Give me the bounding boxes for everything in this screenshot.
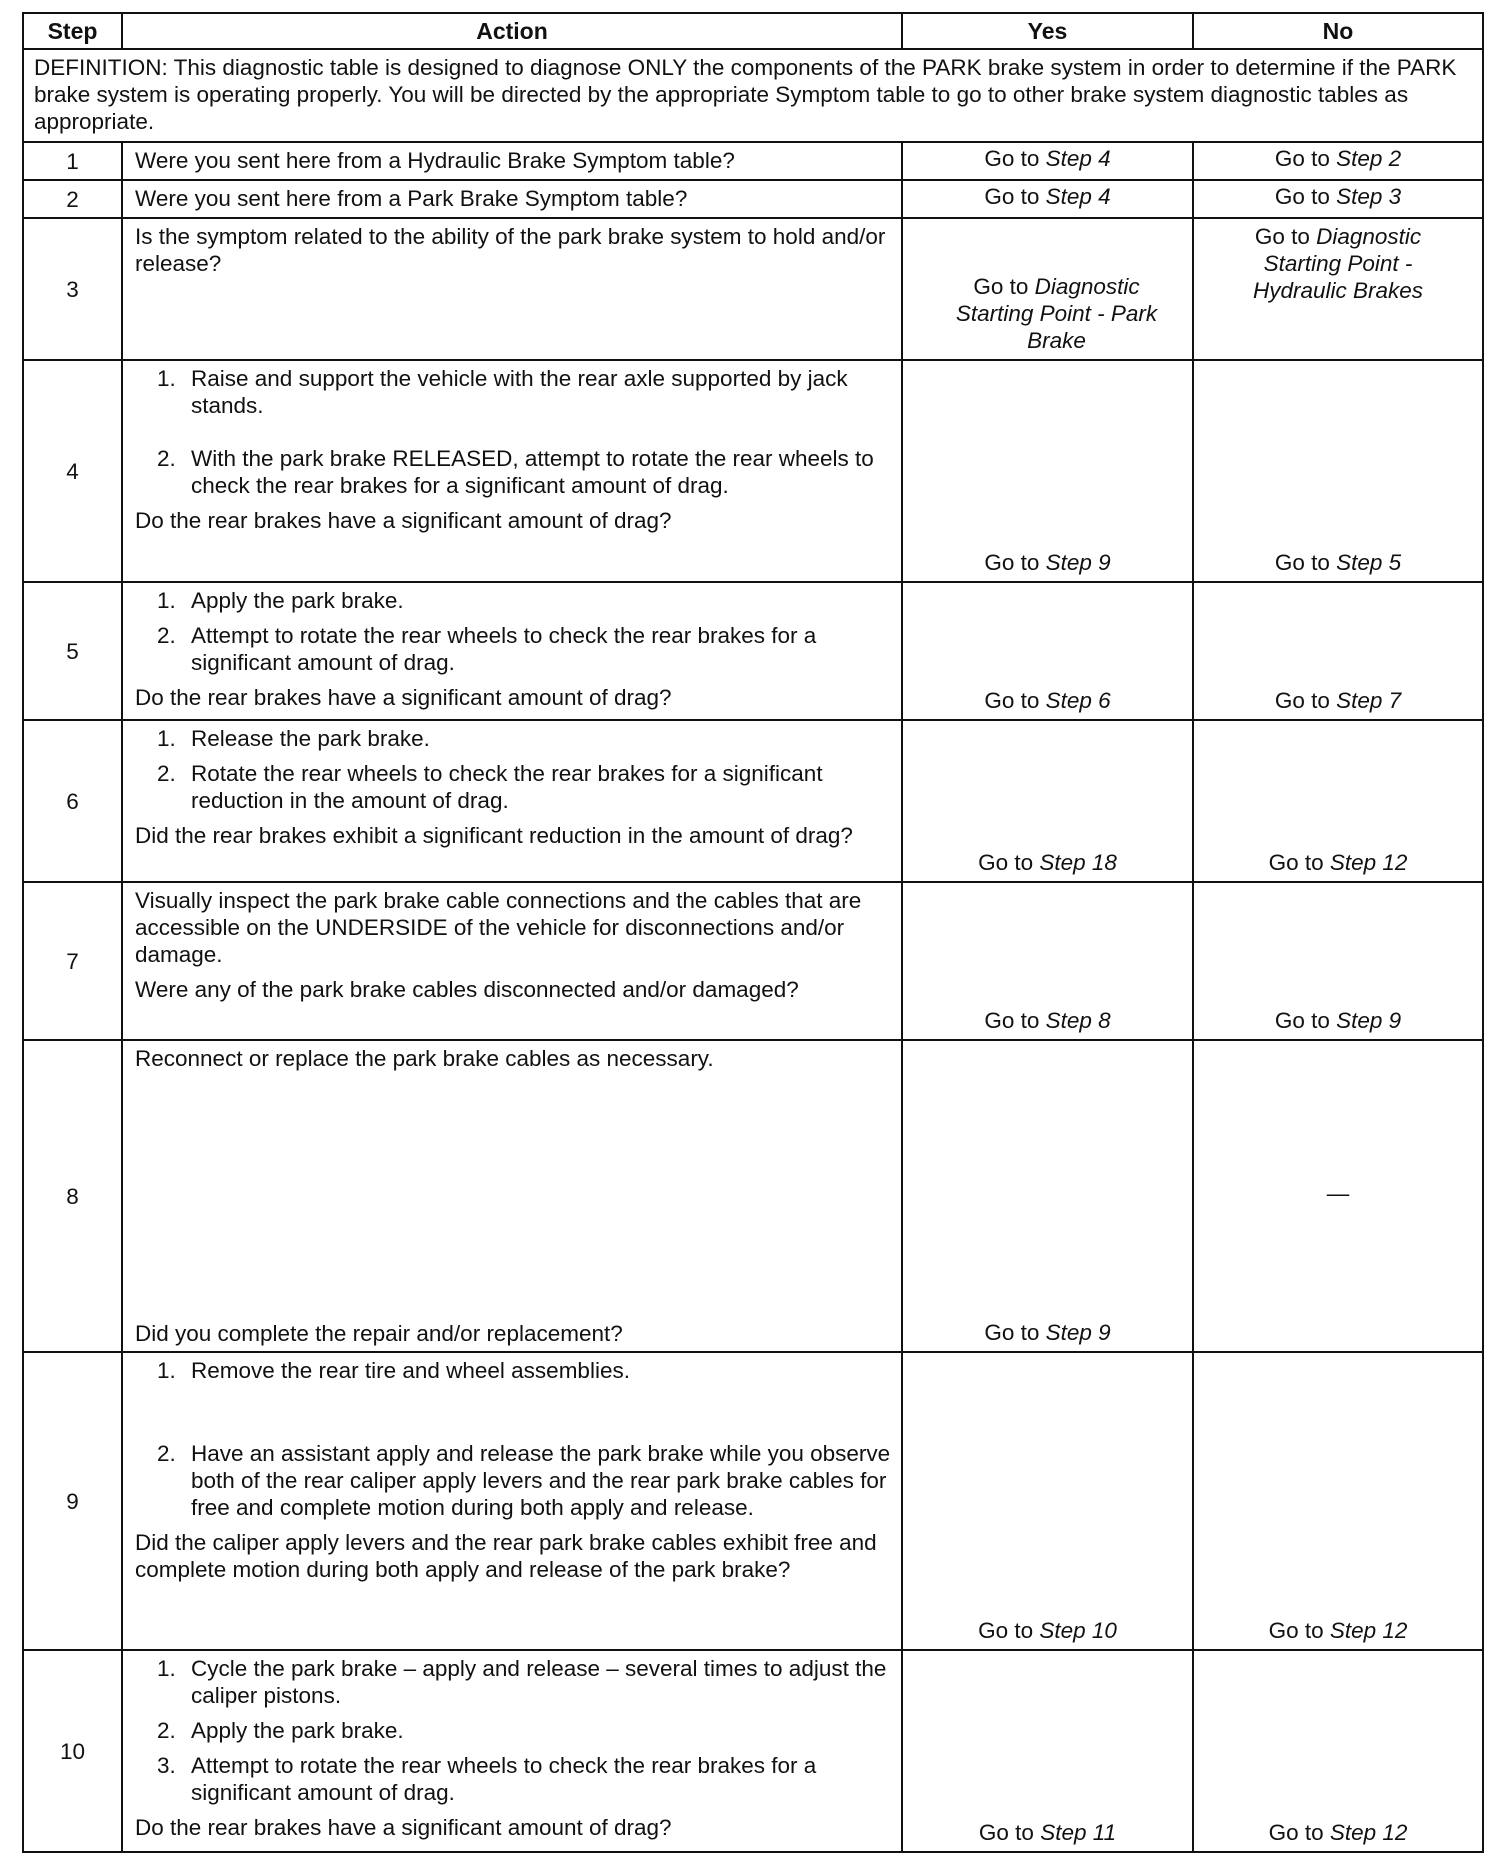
yes-target: Step 10 — [1039, 1618, 1117, 1643]
list-item: 2. Rotate the rear wheels to check the rear brakes for a significant reduction in the amount of drag. — [157, 761, 823, 813]
action-cell — [122, 882, 902, 1040]
no-target: Step 2 — [1336, 146, 1402, 171]
list-item: 2. Have an assistant apply and release the park brake while you observe both of the rear caliper apply levers and the rear park brake cables for free and complete motion during both apply and release. — [157, 1441, 891, 1520]
header-yes: Yes — [902, 13, 1193, 49]
no-cell: — — [1193, 1040, 1483, 1352]
table-row — [23, 1352, 1483, 1650]
yes-target: Step 4 — [1045, 146, 1111, 171]
step-number: 7 — [23, 882, 122, 1040]
step-number: 8 — [23, 1040, 122, 1352]
step-number: 6 — [23, 720, 122, 882]
list-item: 1. Cycle the park brake – apply and release – several times to adjust the caliper pistons. — [157, 1656, 887, 1708]
yes-target: Step 9 — [1045, 1320, 1111, 1345]
definition-text: DEFINITION: This diagnostic table is designed to diagnose ONLY the components of the PARK brake system in order to determine if the PARK brake system is operating properly. You will be directed by the appropriate Symptom table to go to other brake system diagnostic tables as appropriate. — [23, 49, 1483, 142]
table-row — [23, 882, 1483, 1040]
yes-cell: Go to Step 18 — [902, 720, 1193, 882]
step-number: 1 — [23, 142, 122, 180]
yes-target: Step 9 — [1045, 550, 1111, 575]
header-step: Step — [23, 13, 122, 49]
no-cell: Go to Step 2 — [1193, 142, 1483, 180]
no-target: Step 7 — [1336, 688, 1402, 713]
question-text: Did you complete the repair and/or replacement? — [135, 1321, 623, 1346]
list-item: 2. With the park brake RELEASED, attempt to rotate the rear wheels to check the rear brakes for a significant amount of drag. — [157, 446, 874, 498]
no-target: Diagnostic Starting Point - Hydraulic Brakes — [1252, 224, 1424, 303]
no-cell: Go to Step 12 — [1193, 1352, 1483, 1650]
list-item: 1. Raise and support the vehicle with the rear axle supported by jack stands. — [157, 366, 848, 418]
action-text: Were you sent here from a Hydraulic Brake Symptom table? — [122, 142, 902, 180]
yes-cell: Go to Step 8 — [902, 882, 1193, 1040]
no-target: Step 9 — [1336, 1008, 1402, 1033]
yes-cell: Go to Step 11 — [902, 1650, 1193, 1852]
action-cell — [122, 720, 902, 882]
table-row — [23, 582, 1483, 720]
list-item: 1. Remove the rear tire and wheel assemblies. — [157, 1358, 630, 1383]
definition-row — [23, 49, 1483, 142]
no-cell: Go to Step 7 — [1193, 582, 1483, 720]
yes-cell: Go to Step 10 — [902, 1352, 1193, 1650]
no-cell: Go to Step 12 — [1193, 1650, 1483, 1852]
table-row — [23, 180, 1483, 218]
table-row — [23, 720, 1483, 882]
yes-cell: Go to Step 9 — [902, 1040, 1193, 1352]
no-target: Step 12 — [1329, 850, 1408, 875]
header-action: Action — [122, 13, 902, 49]
no-target: Step 3 — [1336, 184, 1402, 209]
list-item: 2. Apply the park brake. — [157, 1718, 404, 1743]
question-text: Were any of the park brake cables disconnected and/or damaged? — [135, 977, 799, 1002]
yes-cell: Go to Step 4 — [902, 180, 1193, 218]
no-target: Step 12 — [1329, 1618, 1408, 1643]
action-cell — [122, 1650, 902, 1852]
yes-cell: Go to Step 4 — [902, 142, 1193, 180]
table-row — [23, 1040, 1483, 1352]
no-cell: Go to Step 9 — [1193, 882, 1483, 1040]
yes-target: Step 6 — [1045, 688, 1111, 713]
step-number: 5 — [23, 582, 122, 720]
list-item: 1. Apply the park brake. — [157, 588, 404, 613]
step-number: 10 — [23, 1650, 122, 1852]
action-text: Visually inspect the park brake cable connections and the cables that are accessible on the UNDERSIDE of the vehicle for disconnections and/or damage. — [135, 888, 862, 967]
no-cell: Go to Diagnostic Starting Point - Hydraulic Brakes — [1193, 218, 1483, 360]
action-text: Were you sent here from a Park Brake Symptom table? — [122, 180, 902, 218]
action-cell — [122, 1352, 902, 1650]
yes-cell: Go to Diagnostic Starting Point - Park Brake — [902, 218, 1193, 360]
step-number: 3 — [23, 218, 122, 360]
action-cell — [122, 360, 902, 582]
table-row — [23, 218, 1483, 360]
no-target: Step 12 — [1329, 1820, 1408, 1845]
header-row — [23, 13, 1483, 49]
diagnostic-table — [22, 12, 1484, 1853]
no-cell: Go to Step 5 — [1193, 360, 1483, 582]
no-cell: Go to Step 3 — [1193, 180, 1483, 218]
list-item: 2. Attempt to rotate the rear wheels to check the rear brakes for a significant amount of drag. — [157, 623, 817, 675]
yes-target: Diagnostic Starting Point - Park Brake — [955, 274, 1158, 353]
header-no: No — [1193, 13, 1483, 49]
list-item: 1. Release the park brake. — [157, 726, 430, 751]
action-text: Is the symptom related to the ability of the park brake system to hold and/or release? — [122, 218, 902, 360]
yes-cell: Go to Step 6 — [902, 582, 1193, 720]
question-text: Did the caliper apply levers and the rear park brake cables exhibit free and complete motion during both apply and release of the park brake? — [135, 1530, 877, 1582]
table-row — [23, 360, 1483, 582]
table-row — [23, 142, 1483, 180]
yes-cell: Go to Step 9 — [902, 360, 1193, 582]
step-number: 4 — [23, 360, 122, 582]
action-cell — [122, 1040, 902, 1352]
question-text: Do the rear brakes have a significant amount of drag? — [135, 508, 672, 533]
question-text: Do the rear brakes have a significant amount of drag? — [135, 1815, 672, 1840]
list-item: 3. Attempt to rotate the rear wheels to check the rear brakes for a significant amount of drag. — [157, 1753, 817, 1805]
yes-target: Step 8 — [1045, 1008, 1111, 1033]
yes-target: Step 11 — [1040, 1820, 1117, 1845]
no-target: Step 5 — [1336, 550, 1402, 575]
action-text: Reconnect or replace the park brake cables as necessary. — [135, 1046, 714, 1071]
action-cell — [122, 582, 902, 720]
table-row — [23, 1650, 1483, 1852]
question-text: Did the rear brakes exhibit a significant reduction in the amount of drag? — [135, 823, 853, 848]
question-text: Do the rear brakes have a significant amount of drag? — [135, 685, 672, 710]
step-number: 2 — [23, 180, 122, 218]
no-cell: Go to Step 12 — [1193, 720, 1483, 882]
yes-target: Step 18 — [1039, 850, 1117, 875]
step-number: 9 — [23, 1352, 122, 1650]
yes-target: Step 4 — [1045, 184, 1111, 209]
